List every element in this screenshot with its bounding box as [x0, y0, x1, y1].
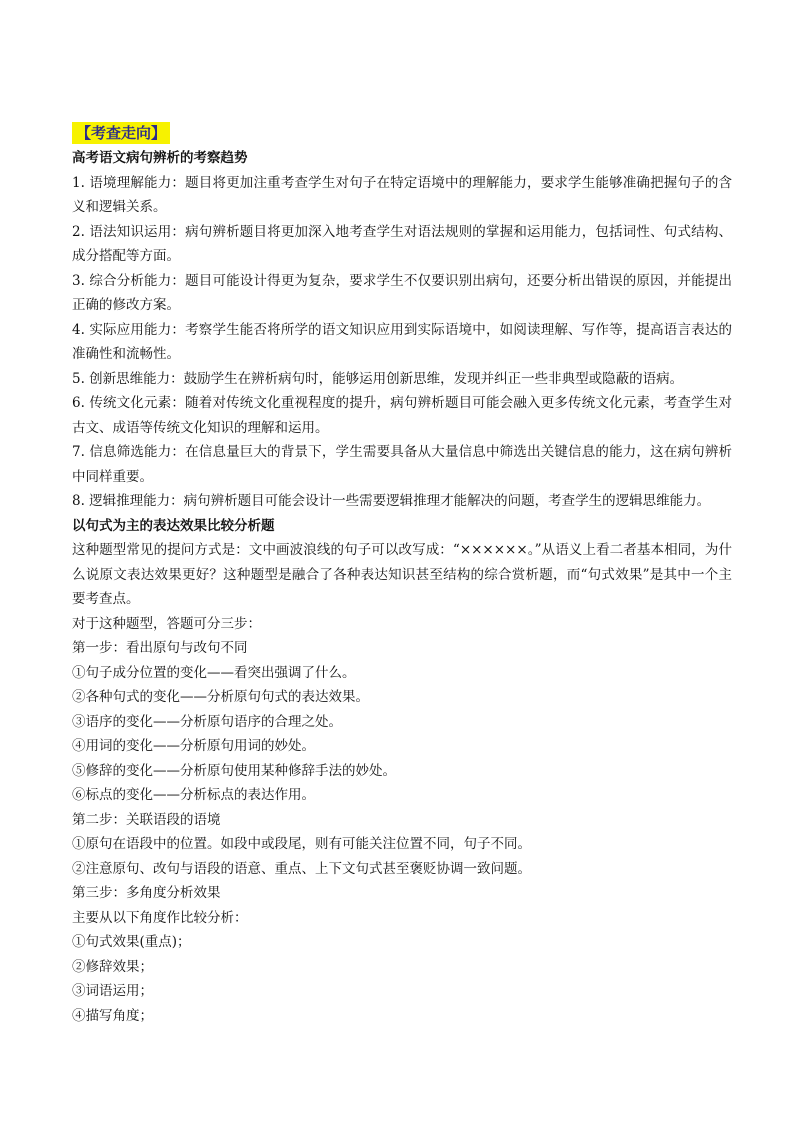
- step3-title: 第三步：多角度分析效果: [72, 885, 221, 901]
- document-page: [72, 122, 732, 1028]
- step2-list: [72, 832, 732, 881]
- list-item: ②修辞效果；: [72, 958, 153, 975]
- section-tag: 【考查走向】: [72, 122, 170, 144]
- step1-title: 第一步：看出原句与改句不同: [72, 640, 248, 656]
- list-item: ②各种句式的变化——分析原句句式的表达效果。: [72, 689, 369, 705]
- intro-paragraph: 这种题型常见的提问方式是：文中画波浪线的句子可以改写成：“××××××。”从语义上看二者基本相同，为什么说原文表达效果更好？这种题型是融合了各种表达知识甚至结构的综合赏析题，而“句式效果”是其中一个主要考查点。: [72, 542, 732, 607]
- trend-item: 1. 语境理解能力：题目将更加注重考查学生对句子在特定语境中的理解能力，要求学生能够准确把握句子的含义和逻辑关系。: [72, 174, 732, 215]
- list-item: ②注意原句、改句与语段的语意、重点、上下文句式甚至褒贬协调一致问题。: [72, 860, 531, 877]
- trend-item: 3. 综合分析能力：题目可能设计得更为复杂，要求学生不仅要识别出病句，还要分析出错误的原因，并能提出正确的修改方案。: [72, 272, 732, 313]
- list-item: ③语序的变化——分析原句语序的合理之处。: [72, 713, 342, 730]
- trend-item: 7. 信息筛选能力：在信息量巨大的背景下，学生需要具备从大量信息中筛选出关键信息的能力，这在病句辨析中同样重要。: [72, 444, 732, 485]
- list-item: ①原句在语段中的位置。如段中或段尾，则有可能关注位置不同，句子不同。: [72, 836, 531, 852]
- trend-item: 8. 逻辑推理能力：病句辨析题目可能会设计一些需要逻辑推理才能解决的问题，考查学生的逻辑思维能力。: [72, 493, 711, 509]
- list-item: ⑥标点的变化——分析标点的表达作用。: [72, 787, 315, 803]
- heading-sentence-analysis: 以句式为主的表达效果比较分析题: [72, 517, 275, 534]
- list-item: ③词语运用；: [72, 983, 153, 999]
- trend-item: 4. 实际应用能力：考察学生能否将所学的语文知识应用到实际语境中，如阅读理解、写作等，提高语言表达的准确性和流畅性。: [72, 321, 732, 362]
- step2-title: 第二步：关联语段的语境: [72, 811, 221, 828]
- trend-item: 2. 语法知识运用：病句辨析题目将更加深入地考查学生对语法规则的掌握和运用能力，包括词性、句式结构、成分搭配等方面。: [72, 223, 732, 264]
- heading-trends: 高考语文病句辨析的考察趋势: [72, 150, 248, 166]
- list-item: ①句式效果(重点)；: [72, 934, 191, 950]
- trend-list: [72, 171, 732, 514]
- step1-list: [72, 661, 732, 808]
- step3-intro: 主要从以下角度作比较分析：: [72, 909, 248, 926]
- list-item: ④用词的变化——分析原句用词的妙处。: [72, 738, 315, 754]
- steps-intro: 对于这种题型，答题可分三步：: [72, 615, 261, 632]
- trend-item: 5. 创新思维能力：鼓励学生在辨析病句时，能够运用创新思维，发现并纠正一些非典型或隐蔽的语病。: [72, 370, 684, 387]
- list-item: ⑤修辞的变化——分析原句使用某种修辞手法的妙处。: [72, 762, 396, 779]
- trend-item: 6. 传统文化元素：随着对传统文化重视程度的提升，病句辨析题目可能会融入更多传统文化元素，考查学生对古文、成语等传统文化知识的理解和运用。: [72, 395, 732, 436]
- list-item: ④描写角度；: [72, 1007, 153, 1024]
- step3-list: [72, 930, 732, 1028]
- list-item: ①句子成分位置的变化——看突出强调了什么。: [72, 664, 356, 681]
